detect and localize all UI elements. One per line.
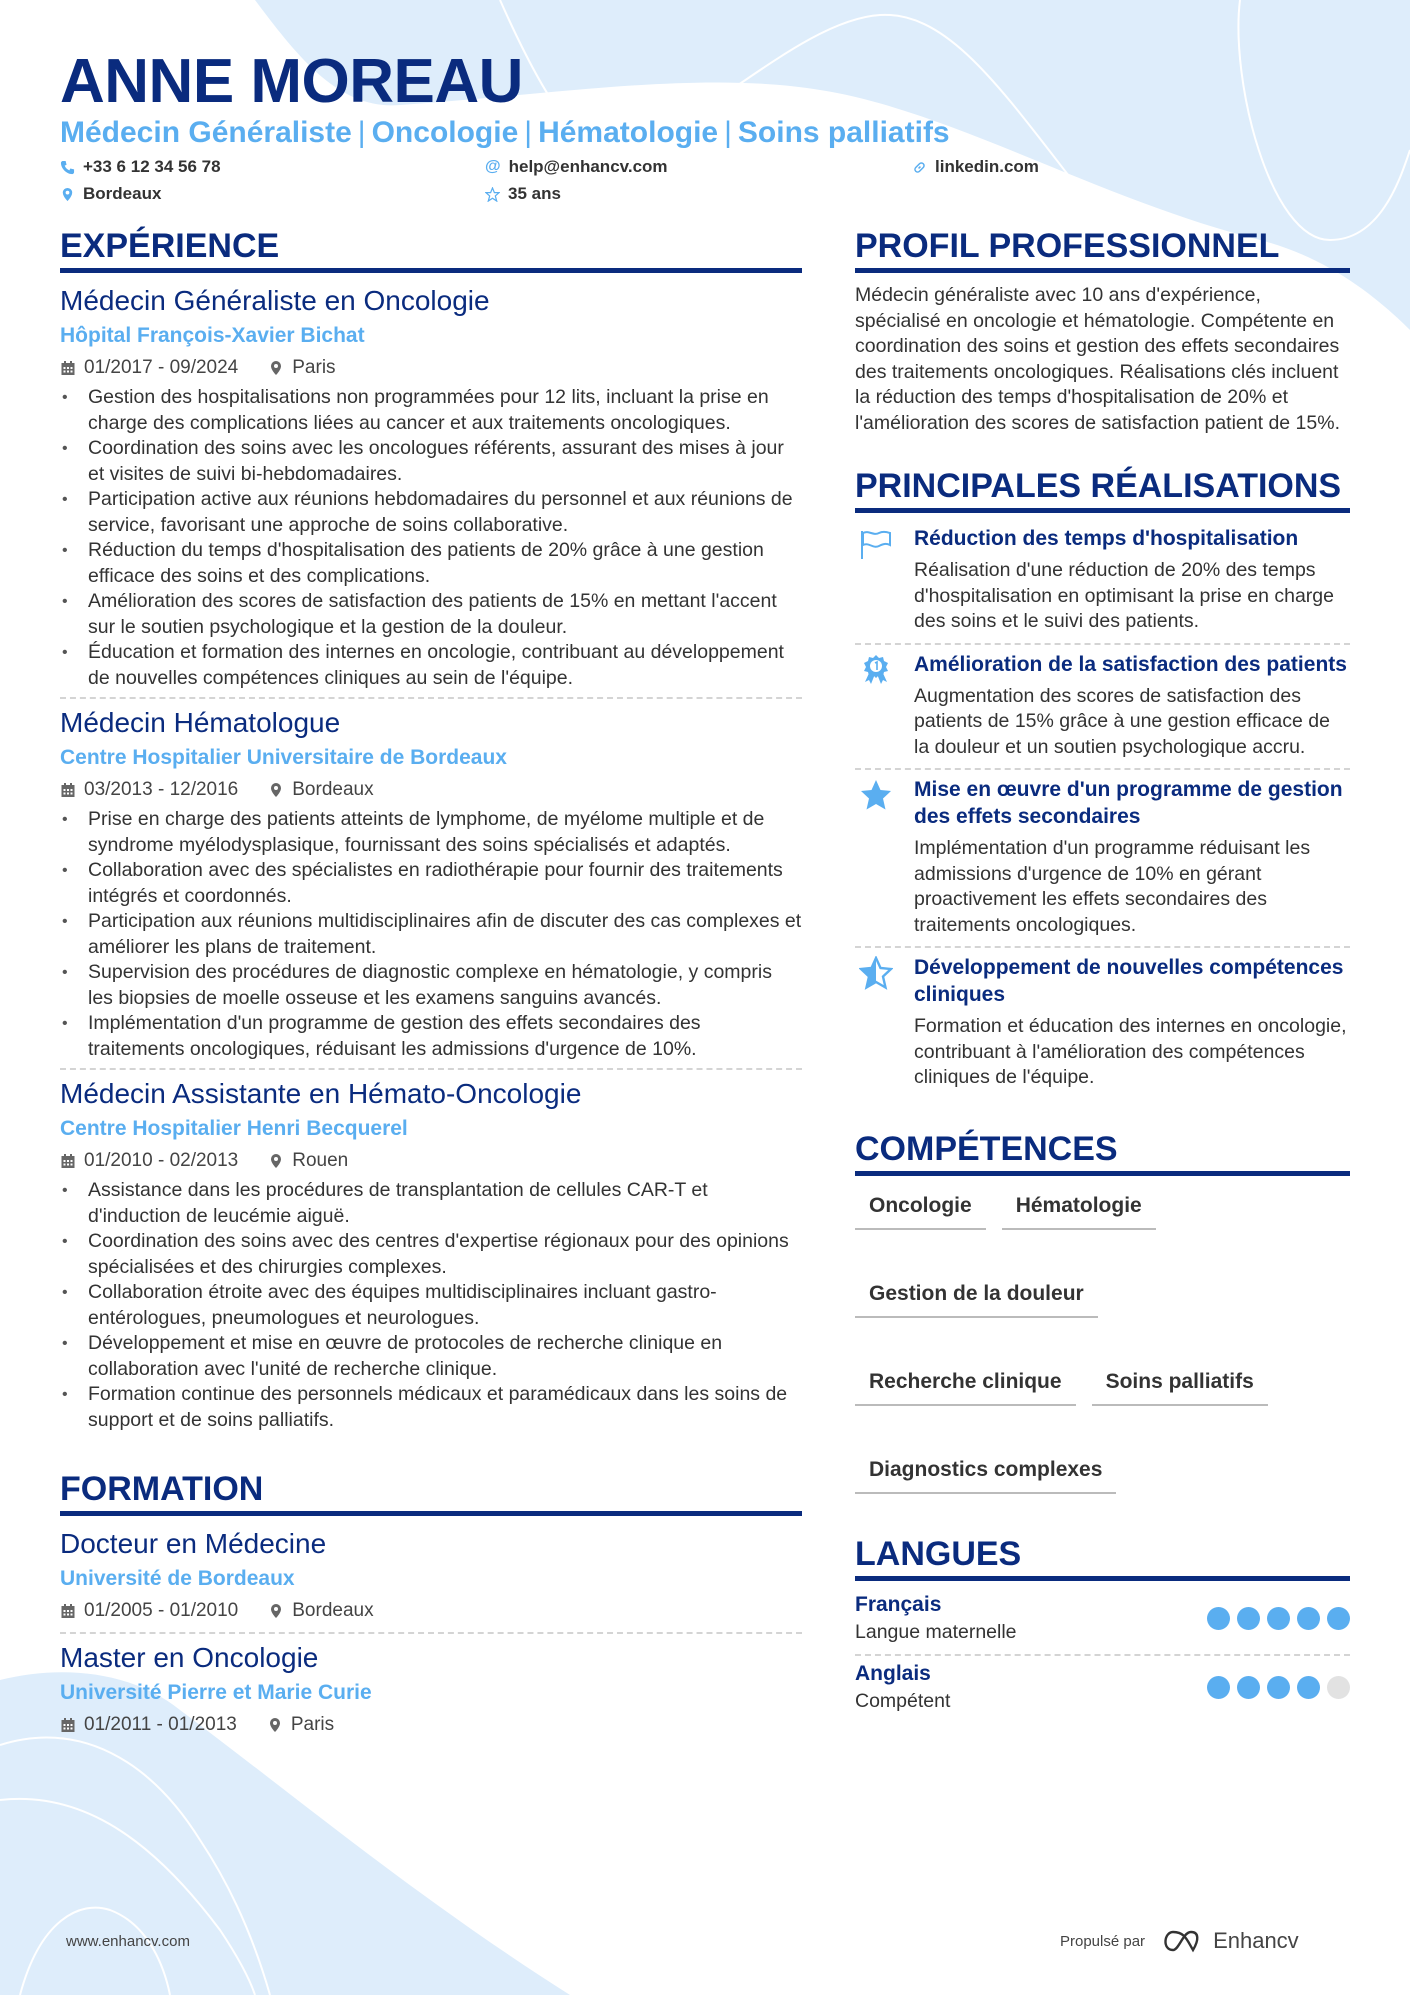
language-name: Anglais: [855, 1661, 931, 1685]
bullet-item: • Collaboration avec des spécialistes en radiothérapie pour fournir des traitements intégrés et coordonnés.: [60, 858, 802, 909]
rating-dot: [1297, 1676, 1320, 1699]
contact-link[interactable]: [912, 157, 1039, 177]
achievement-item: [855, 770, 1350, 948]
bullet-item: • Implémentation d'un programme de gestion des effets secondaires des traitements oncologiques, réduisant les admissions d'urgence de 10%.: [60, 1011, 802, 1062]
company-name: Hôpital François-Xavier Bichat: [60, 324, 365, 347]
location-pin-icon: [268, 1153, 284, 1169]
achievement-description: Réalisation d'une réduction de 20% des temps d'hospitalisation en optimisant la prise en charge des soins et le suivi des patients.: [914, 559, 1334, 632]
star-half-icon: [859, 977, 893, 994]
skill-tag: Recherche clinique: [855, 1366, 1076, 1406]
skills-section: [855, 1129, 1350, 1494]
profile-section: [855, 226, 1350, 436]
right-column: [855, 226, 1350, 1723]
language-item: [855, 1587, 1350, 1656]
entry-location: Paris: [290, 1714, 335, 1735]
star-filled-icon: [859, 799, 893, 816]
entry-dates: 03/2013 - 12/2016: [84, 779, 239, 800]
experience-list: [60, 277, 802, 1439]
achievement-description: Augmentation des scores de satisfaction des patients de 15% grâce à une gestion efficace de la douleur et un soutien psychologique accru.: [914, 684, 1330, 758]
achievement-item: [855, 645, 1350, 771]
entry-location: Bordeaux: [292, 1600, 374, 1621]
language-name: Français: [855, 1592, 942, 1616]
achievements-list: [855, 519, 1350, 1099]
contact-location: [60, 184, 161, 204]
bullet-item: • Développement et mise en œuvre de protocoles de recherche clinique en collaboration avec l'unité de recherche clinique.: [60, 1331, 802, 1382]
skill-tag: Soins palliatifs: [1092, 1366, 1268, 1406]
award-ribbon-icon: [859, 674, 893, 691]
location-pin-icon: [60, 187, 75, 202]
entry-location: Rouen: [292, 1150, 349, 1171]
location-pin-icon: [268, 782, 284, 798]
rating-dot: [1237, 1676, 1260, 1699]
entry-dates: 01/2017 - 09/2024: [84, 357, 239, 378]
section-heading: FORMATION: [60, 1469, 802, 1516]
calendar-icon: [60, 1717, 76, 1733]
flag-icon: [859, 548, 893, 565]
school-name: Université Pierre et Marie Curie: [60, 1681, 372, 1704]
bullet-item: • Participation aux réunions multidisciplinaires afin de discuter des cas complexes et améliorer les plans de traitement.: [60, 909, 802, 960]
powered-by: [1060, 1928, 1299, 1954]
entry-location: Paris: [292, 357, 336, 378]
bullet-item: • Formation continue des personnels médicaux et paramédicaux dans les soins de support et de soins palliatifs.: [60, 1382, 802, 1433]
school-name: Université de Bordeaux: [60, 1567, 295, 1590]
job-entry: [60, 699, 802, 1070]
rating-dot: [1297, 1607, 1320, 1630]
headline-role: Médecin Généraliste: [60, 116, 352, 149]
bullet-item: • Participation active aux réunions hebdomadaires du personnel et aux réunions de service, favorisant une approche de soins collaborative.: [60, 487, 802, 538]
location-pin-icon: [267, 1717, 283, 1733]
bullet-item: • Collaboration étroite avec des équipes multidisciplinaires incluant gastro-entérologues, pneumologues et neurologues.: [60, 1280, 802, 1331]
bullet-item: • Éducation et formation des internes en oncologie, contribuant au développement de nouvelles compétences cliniques au sein de l'équipe.: [60, 640, 802, 691]
achievement-description: Implémentation d'un programme réduisant les admissions d'urgence de 10% en gérant proactivement les effets secondaires des traitements oncologiques.: [914, 837, 1311, 936]
star-outline-icon: [485, 187, 500, 202]
skills-list: [855, 1190, 1350, 1494]
bullet-item: • Réduction du temps d'hospitalisation des patients de 20% grâce à une gestion efficace des soins et des complications.: [60, 538, 802, 589]
degree: Master en Oncologie: [60, 1642, 319, 1673]
job-title: Médecin Assistante en Hémato-Oncologie: [60, 1078, 582, 1109]
rating-dot: [1327, 1607, 1350, 1630]
job-title: Médecin Généraliste en Oncologie: [60, 285, 490, 316]
skill-tag: Hématologie: [1002, 1190, 1156, 1230]
achievement-item: [855, 519, 1350, 645]
entry-dates: 01/2011 - 01/2013: [84, 1714, 237, 1735]
company-name: Centre Hospitalier Henri Becquerel: [60, 1117, 408, 1140]
degree: Docteur en Médecine: [60, 1528, 327, 1559]
language-level: Compétent: [855, 1689, 951, 1712]
achievements-section: [855, 466, 1350, 1099]
headline: [60, 116, 950, 150]
education-section: [60, 1469, 802, 1746]
brand-name: Enhancv: [1213, 1928, 1299, 1953]
entry-meta: [60, 353, 802, 383]
contact-phone: [60, 157, 221, 177]
rating-dot: [1207, 1607, 1230, 1630]
location-text: Bordeaux: [83, 184, 162, 203]
contact-email[interactable]: [485, 157, 668, 177]
phone-number: +33 6 12 34 56 78: [83, 157, 221, 176]
bullet-item: • Gestion des hospitalisations non programmées pour 12 lits, incluant la prise en charge des complications liées au cancer et aux traitements oncologiques.: [60, 385, 802, 436]
achievement-title: Réduction des temps d'hospitalisation: [914, 527, 1299, 550]
bullet-item: • Assistance dans les procédures de transplantation de cellules CAR-T et d'induction de leucémie aiguë.: [60, 1178, 802, 1229]
candidate-name: ANNE MOREAU: [60, 47, 523, 116]
headline-separator: |: [524, 116, 533, 149]
headline-role: Oncologie: [371, 116, 519, 149]
achievement-title: Développement de nouvelles compétences cliniques: [914, 956, 1344, 1006]
proficiency-rating: [1207, 1607, 1350, 1630]
rating-dot: [1237, 1607, 1260, 1630]
bullet-item: • Supervision des procédures de diagnostic complexe en hématologie, y compris les biopsies de moelle osseuse et les examens sanguins avancés.: [60, 960, 802, 1011]
job-entry: [60, 277, 802, 699]
skill-tag: Diagnostics complexes: [855, 1454, 1116, 1494]
headline-role: Hématologie: [538, 116, 719, 149]
location-pin-icon: [268, 1603, 284, 1619]
company-name: Centre Hospitalier Universitaire de Bordeaux: [60, 746, 507, 769]
left-column: [60, 226, 802, 1746]
experience-section: [60, 226, 802, 1439]
languages-list: [855, 1587, 1350, 1723]
contact-age: [485, 184, 561, 204]
linkedin-link[interactable]: linkedin.com: [935, 157, 1039, 176]
rating-dot: [1267, 1607, 1290, 1630]
education-list: [60, 1520, 802, 1746]
language-level: Langue maternelle: [855, 1620, 1017, 1643]
achievement-title: Mise en œuvre d'un programme de gestion des effets secondaires: [914, 778, 1343, 828]
headline-separator: |: [724, 116, 732, 149]
phone-icon: [60, 160, 75, 175]
calendar-icon: [60, 1603, 76, 1619]
calendar-icon: [60, 1153, 76, 1169]
calendar-icon: [60, 782, 76, 798]
education-entry: [60, 1520, 802, 1634]
section-heading: PRINCIPALES RÉALISATIONS: [855, 466, 1350, 513]
entry-meta: [60, 1596, 802, 1626]
rating-dot: [1267, 1676, 1290, 1699]
infinity-logo-icon: [1159, 1928, 1205, 1954]
powered-by-label: Propulsé par: [1060, 1932, 1146, 1950]
bullet-item: • Amélioration des scores de satisfaction des patients de 15% en mettant l'accent sur le soutien psychologique et la gestion de la douleur.: [60, 589, 802, 640]
achievement-title: Amélioration de la satisfaction des patients: [914, 652, 1347, 676]
entry-location: Bordeaux: [292, 779, 374, 800]
achievement-item: [855, 948, 1350, 1099]
at-icon: @: [485, 158, 501, 175]
skill-tag: Oncologie: [855, 1190, 986, 1230]
entry-meta: [60, 1710, 802, 1740]
bullet-item: • Coordination des soins avec des centres d'expertise régionaux pour des opinions spécialisées et des chirurgies complexes.: [60, 1229, 802, 1280]
link-icon: [912, 160, 927, 175]
headline-role: Soins palliatifs: [737, 116, 950, 149]
section-heading: EXPÉRIENCE: [60, 226, 802, 273]
rating-dot: [1327, 1676, 1350, 1699]
enhancv-logo[interactable]: [1159, 1928, 1299, 1954]
bullet-item: • Prise en charge des patients atteints de lymphome, de myélome multiple et de syndrome myélodysplasique, fournissant des soins spécialisés et adaptés.: [60, 807, 802, 858]
entry-meta: [60, 775, 802, 805]
education-entry: [60, 1634, 802, 1746]
location-pin-icon: [268, 360, 284, 376]
job-title: Médecin Hématologue: [60, 707, 341, 738]
language-item: [855, 1656, 1350, 1723]
entry-meta: [60, 1146, 802, 1176]
website-link[interactable]: www.enhancv.com: [66, 1933, 190, 1950]
achievement-description: Formation et éducation des internes en oncologie, contribuant à l'amélioration des compétences cliniques de l'équipe.: [914, 1015, 1347, 1088]
skill-tag: Gestion de la douleur: [855, 1278, 1098, 1318]
headline-separator: |: [357, 116, 366, 149]
job-entry: [60, 1070, 802, 1439]
rating-dot: [1207, 1676, 1230, 1699]
calendar-icon: [60, 360, 76, 376]
entry-dates: 01/2010 - 02/2013: [84, 1150, 239, 1171]
section-heading: LANGUES: [855, 1534, 1350, 1581]
email-link[interactable]: help@enhancv.com: [508, 157, 668, 176]
age-text: 35 ans: [508, 184, 561, 203]
profile-summary: Médecin généraliste avec 10 ans d'expérience, spécialisé en oncologie et hématologie. Compétente en coordination des soins et gestion des effets secondaires des traitements oncologiques. Réalisations clés incluent la réduction des temps d'hospitalisation de 20% et l'amélioration des scores de satisfaction patient de 15%.: [855, 284, 1340, 434]
section-heading: COMPÉTENCES: [855, 1129, 1350, 1176]
entry-dates: 01/2005 - 01/2010: [84, 1600, 239, 1621]
languages-section: [855, 1534, 1350, 1723]
section-heading: PROFIL PROFESSIONNEL: [855, 226, 1350, 273]
bullet-item: • Coordination des soins avec les oncologues référents, assurant des mises à jour et visites de suivi bi-hebdomadaires.: [60, 436, 802, 487]
proficiency-rating: [1207, 1676, 1350, 1699]
